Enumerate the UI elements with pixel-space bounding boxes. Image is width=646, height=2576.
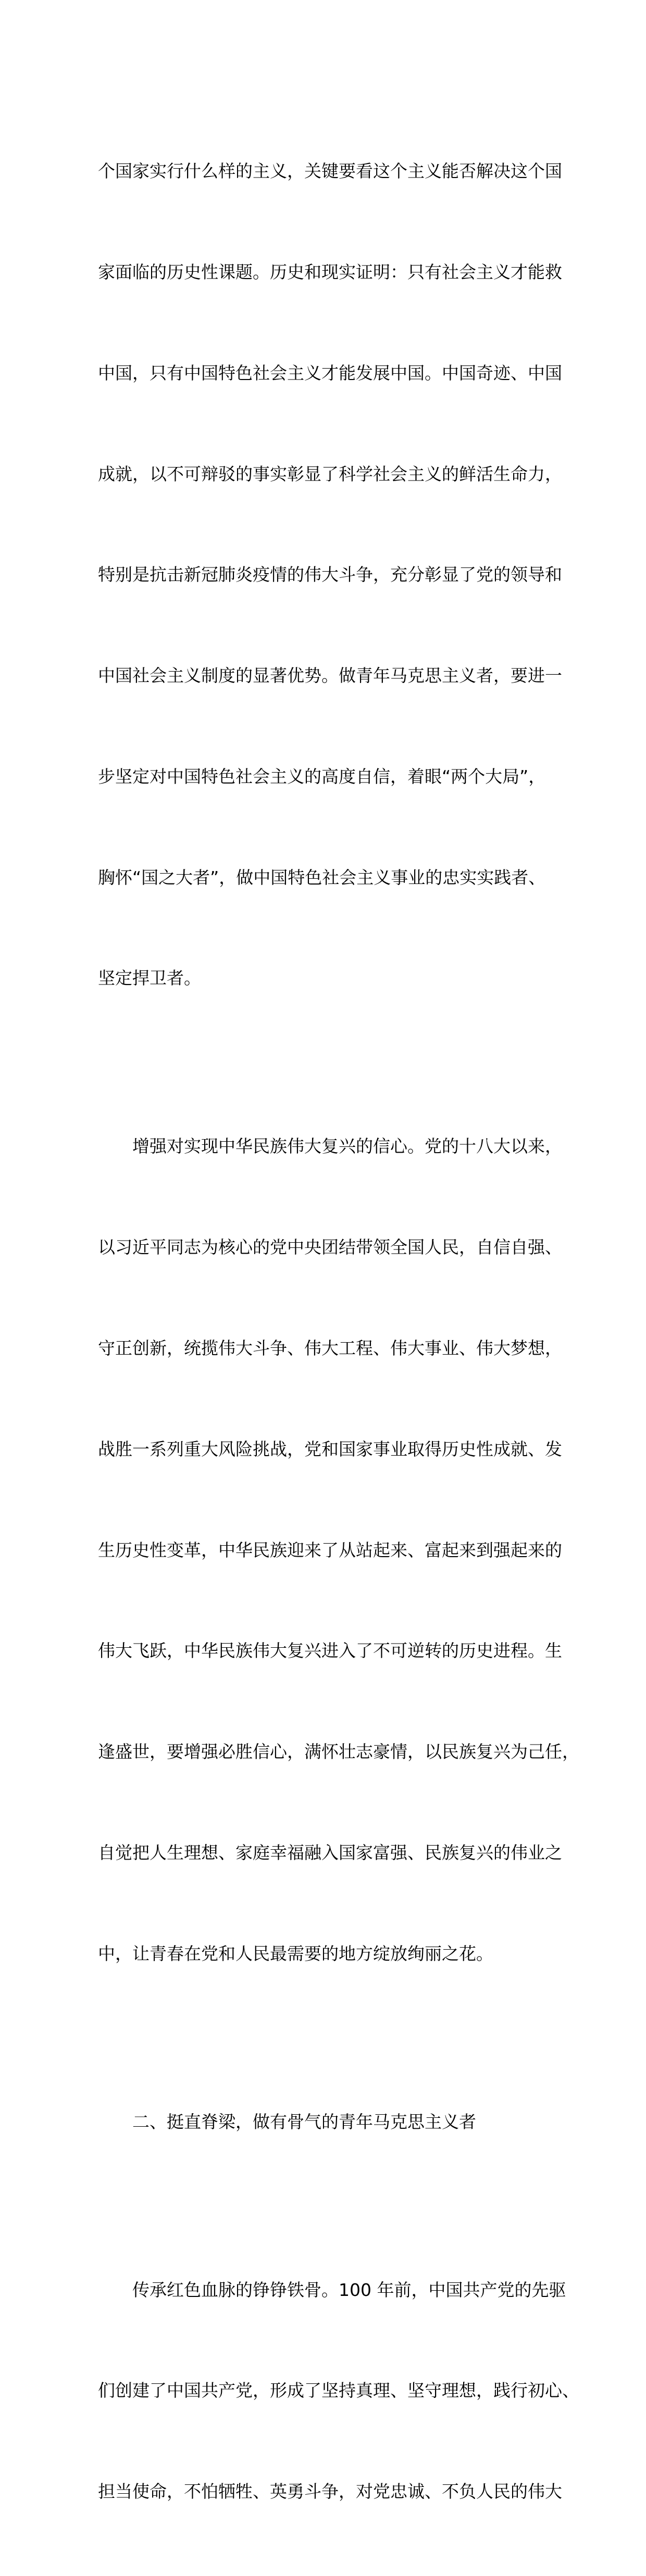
text-line: 中，让青春在党和人民最需要的地方绽放绚丽之花。 [98, 1943, 493, 1964]
text-line: 们创建了中国共产党，形成了坚持真理、坚守理想，践行初心、 [98, 2380, 579, 2401]
text-line: 中国社会主义制度的显著优势。做青年马克思主义者，要进一 [98, 665, 562, 686]
paragraph-1 [98, 87, 562, 1063]
text-line: 中国，只有中国特色社会主义才能发展中国。中国奇迹、中国 [98, 362, 562, 383]
heading-line: 二、挺直脊梁，做有骨气的青年马克思主义者 [98, 2111, 476, 2132]
text-line: 以习近平同志为核心的党中央团结带领全国人民，自信自强、 [98, 1237, 562, 1258]
text-line: 特别是抗击新冠肺炎疫情的伟大斗争，充分彰显了党的领导和 [98, 564, 562, 585]
text-line: 胸怀“国之大者”，做中国特色社会主义事业的忠实实践者、 [98, 867, 546, 888]
text-line: 担当使命，不怕牺牲、英勇斗争，对党忠诚、不负人民的伟大 [98, 2481, 562, 2502]
text-line: 增强对实现中华民族伟大复兴的信心。党的十八大以来， [98, 1136, 562, 1157]
paragraph-3 [98, 2206, 579, 2576]
section-heading [98, 2038, 556, 2206]
document-body [98, 87, 579, 2576]
text-line: 传承红色血脉的铮铮铁骨。100 年前，中国共产党的先驱 [98, 2279, 566, 2300]
text-line: 生历史性变革，中华民族迎来了从站起来、富起来到强起来的 [98, 1539, 562, 1560]
text-line: 自觉把人生理想、家庭幸福融入国家富强、民族复兴的伟业之 [98, 1842, 562, 1863]
text-line: 守正创新，统揽伟大斗争、伟大工程、伟大事业、伟大梦想， [98, 1337, 562, 1358]
text-line: 逢盛世，要增强必胜信心，满怀壮志豪情，以民族复兴为己任， [98, 1741, 579, 1762]
text-line: 步坚定对中国特色社会主义的高度自信，着眼“两个大局”， [98, 766, 546, 787]
text-line: 坚定捍卫者。 [98, 968, 201, 989]
text-line: 家面临的历史性课题。历史和现实证明：只有社会主义才能救 [98, 261, 562, 282]
paragraph-2 [98, 1063, 579, 2038]
text-line: 战胜一系列重大风险挑战，党和国家事业取得历史性成就、发 [98, 1438, 562, 1459]
text-line: 成就，以不可辩驳的事实彰显了科学社会主义的鲜活生命力， [98, 463, 562, 484]
text-line: 伟大飞跃，中华民族伟大复兴进入了不可逆转的历史进程。生 [98, 1640, 562, 1661]
text-line: 个国家实行什么样的主义，关键要看这个主义能否解决这个国 [98, 161, 562, 182]
